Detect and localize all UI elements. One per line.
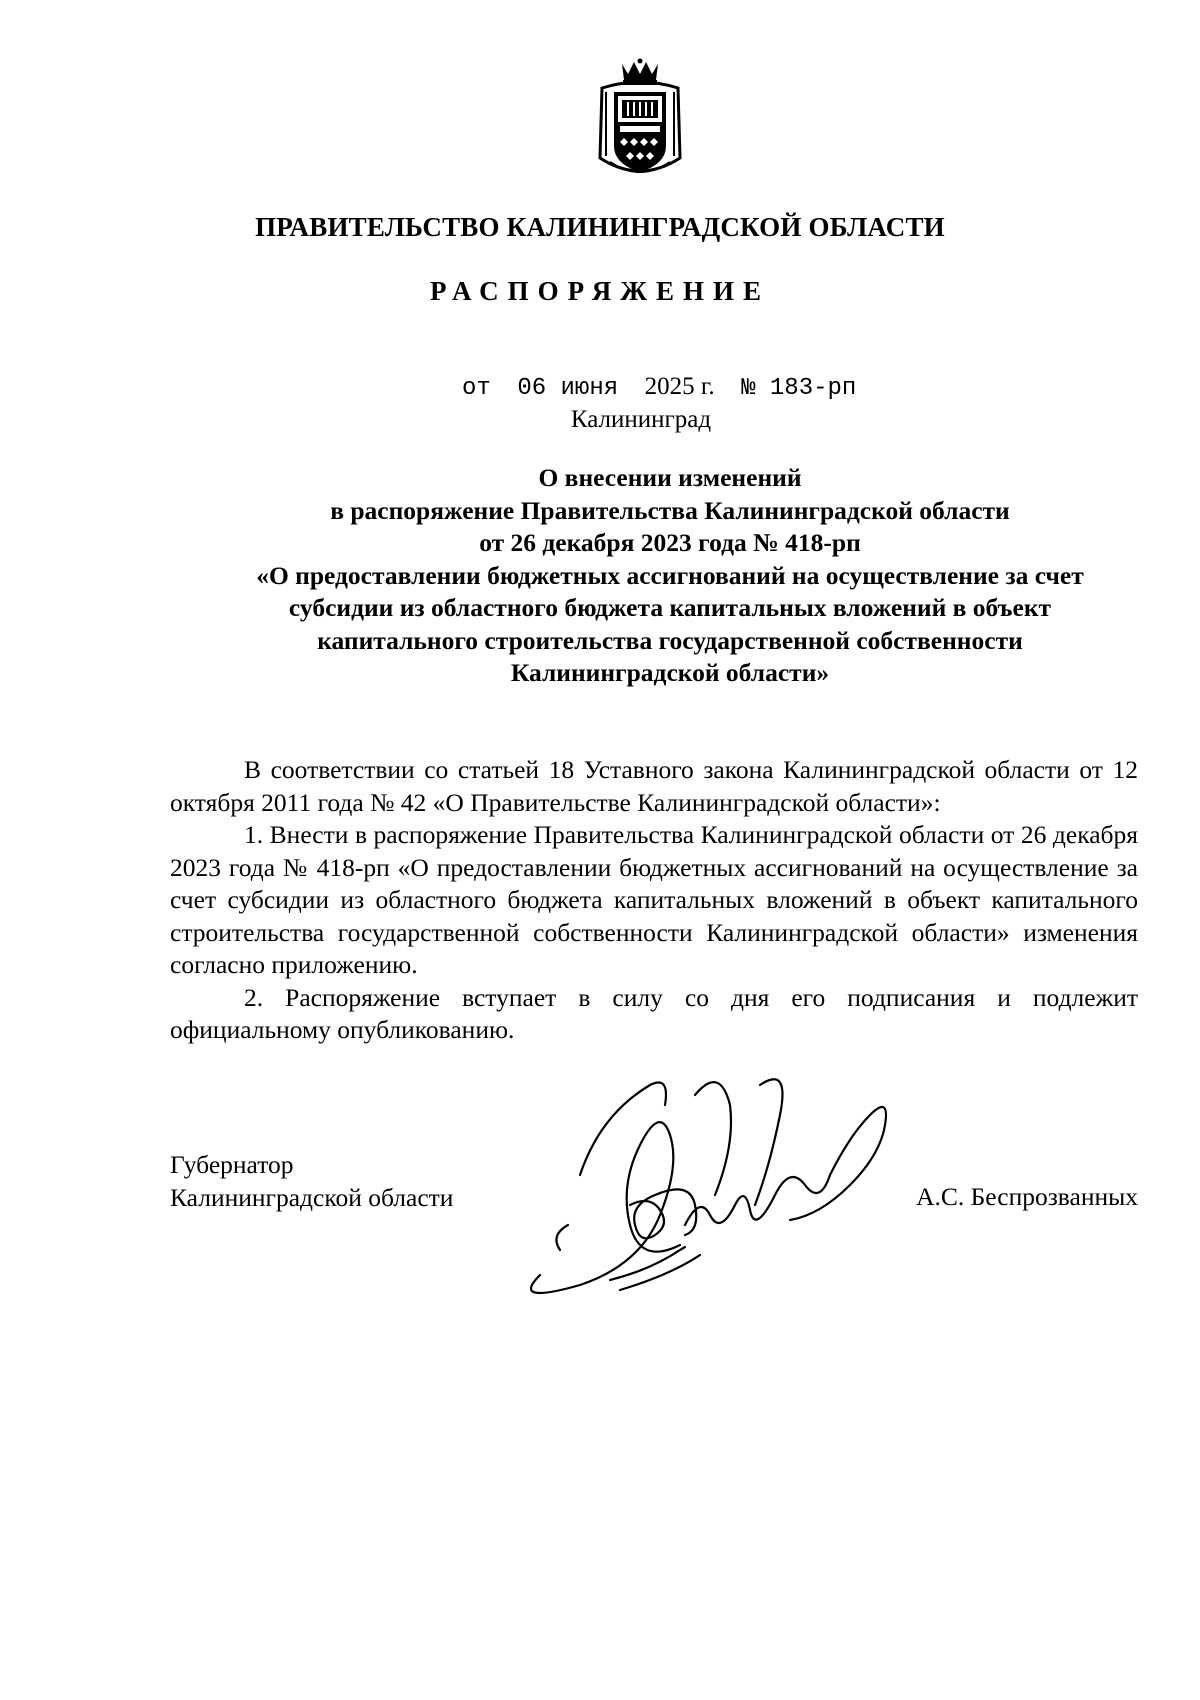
subject-line: Калининградской области»: [510, 658, 830, 687]
date-day-month: 06 июня: [517, 375, 619, 402]
date-year: 2025 г.: [644, 373, 715, 400]
city: Калининград: [570, 406, 712, 433]
organization-title: ПРАВИТЕЛЬСТВО КАЛИНИНГРАДСКОЙ ОБЛАСТИ: [255, 212, 945, 242]
body-paragraph: 2. Распоряжение вступает в силу со дня его подписания и подлежит официальному опубликованию.: [170, 982, 1138, 1044]
position-line: Калининградской области: [170, 1183, 454, 1212]
subject-line: О внесении изменений: [538, 463, 802, 492]
subject-line: от 26 декабря 2023 года № 418-рп: [479, 528, 861, 557]
document-body: [170, 754, 1138, 1047]
document-subject: [170, 462, 1170, 690]
position-line: Губернатор: [170, 1150, 294, 1179]
document-type-title: РАСПОРЯЖЕНИЕ: [429, 276, 771, 306]
body-paragraph: 1. Внести в распоряжение Правительства Калининградской области от 26 декабря 2023 года № 418-рп «О предоставлении бюджетных ассигнований на осуществление за счет субсидии из областного бюджета капитальных вложений в объект капитального строительства государственной собственности Калининградской области» изменения согласно приложению.: [170, 820, 1138, 979]
subject-line: субсидии из областного бюджета капитальных вложений в объект: [288, 593, 1052, 622]
document-number: № 183-рп: [741, 375, 857, 402]
body-paragraph: В соответствии со статьей 18 Уставного закона Калининградской области от 12 октября 2011 года № 42 «О Правительстве Калининградской области»:: [170, 755, 1138, 817]
coat-of-arms-icon: [594, 58, 686, 186]
signatory-position: [170, 1148, 453, 1214]
document-date-number: [462, 373, 856, 402]
date-prefix: от: [462, 375, 491, 402]
subject-line: капитального строительства государственной собственности: [317, 625, 1023, 655]
subject-line: «О предоставлении бюджетных ассигнований на осуществление за счет: [256, 560, 1084, 590]
subject-line: в распоряжение Правительства Калининградской области: [330, 495, 1010, 525]
handwritten-signature-icon: [520, 1075, 940, 1315]
signatory-name: А.С. Беспрозванных: [916, 1182, 1138, 1211]
